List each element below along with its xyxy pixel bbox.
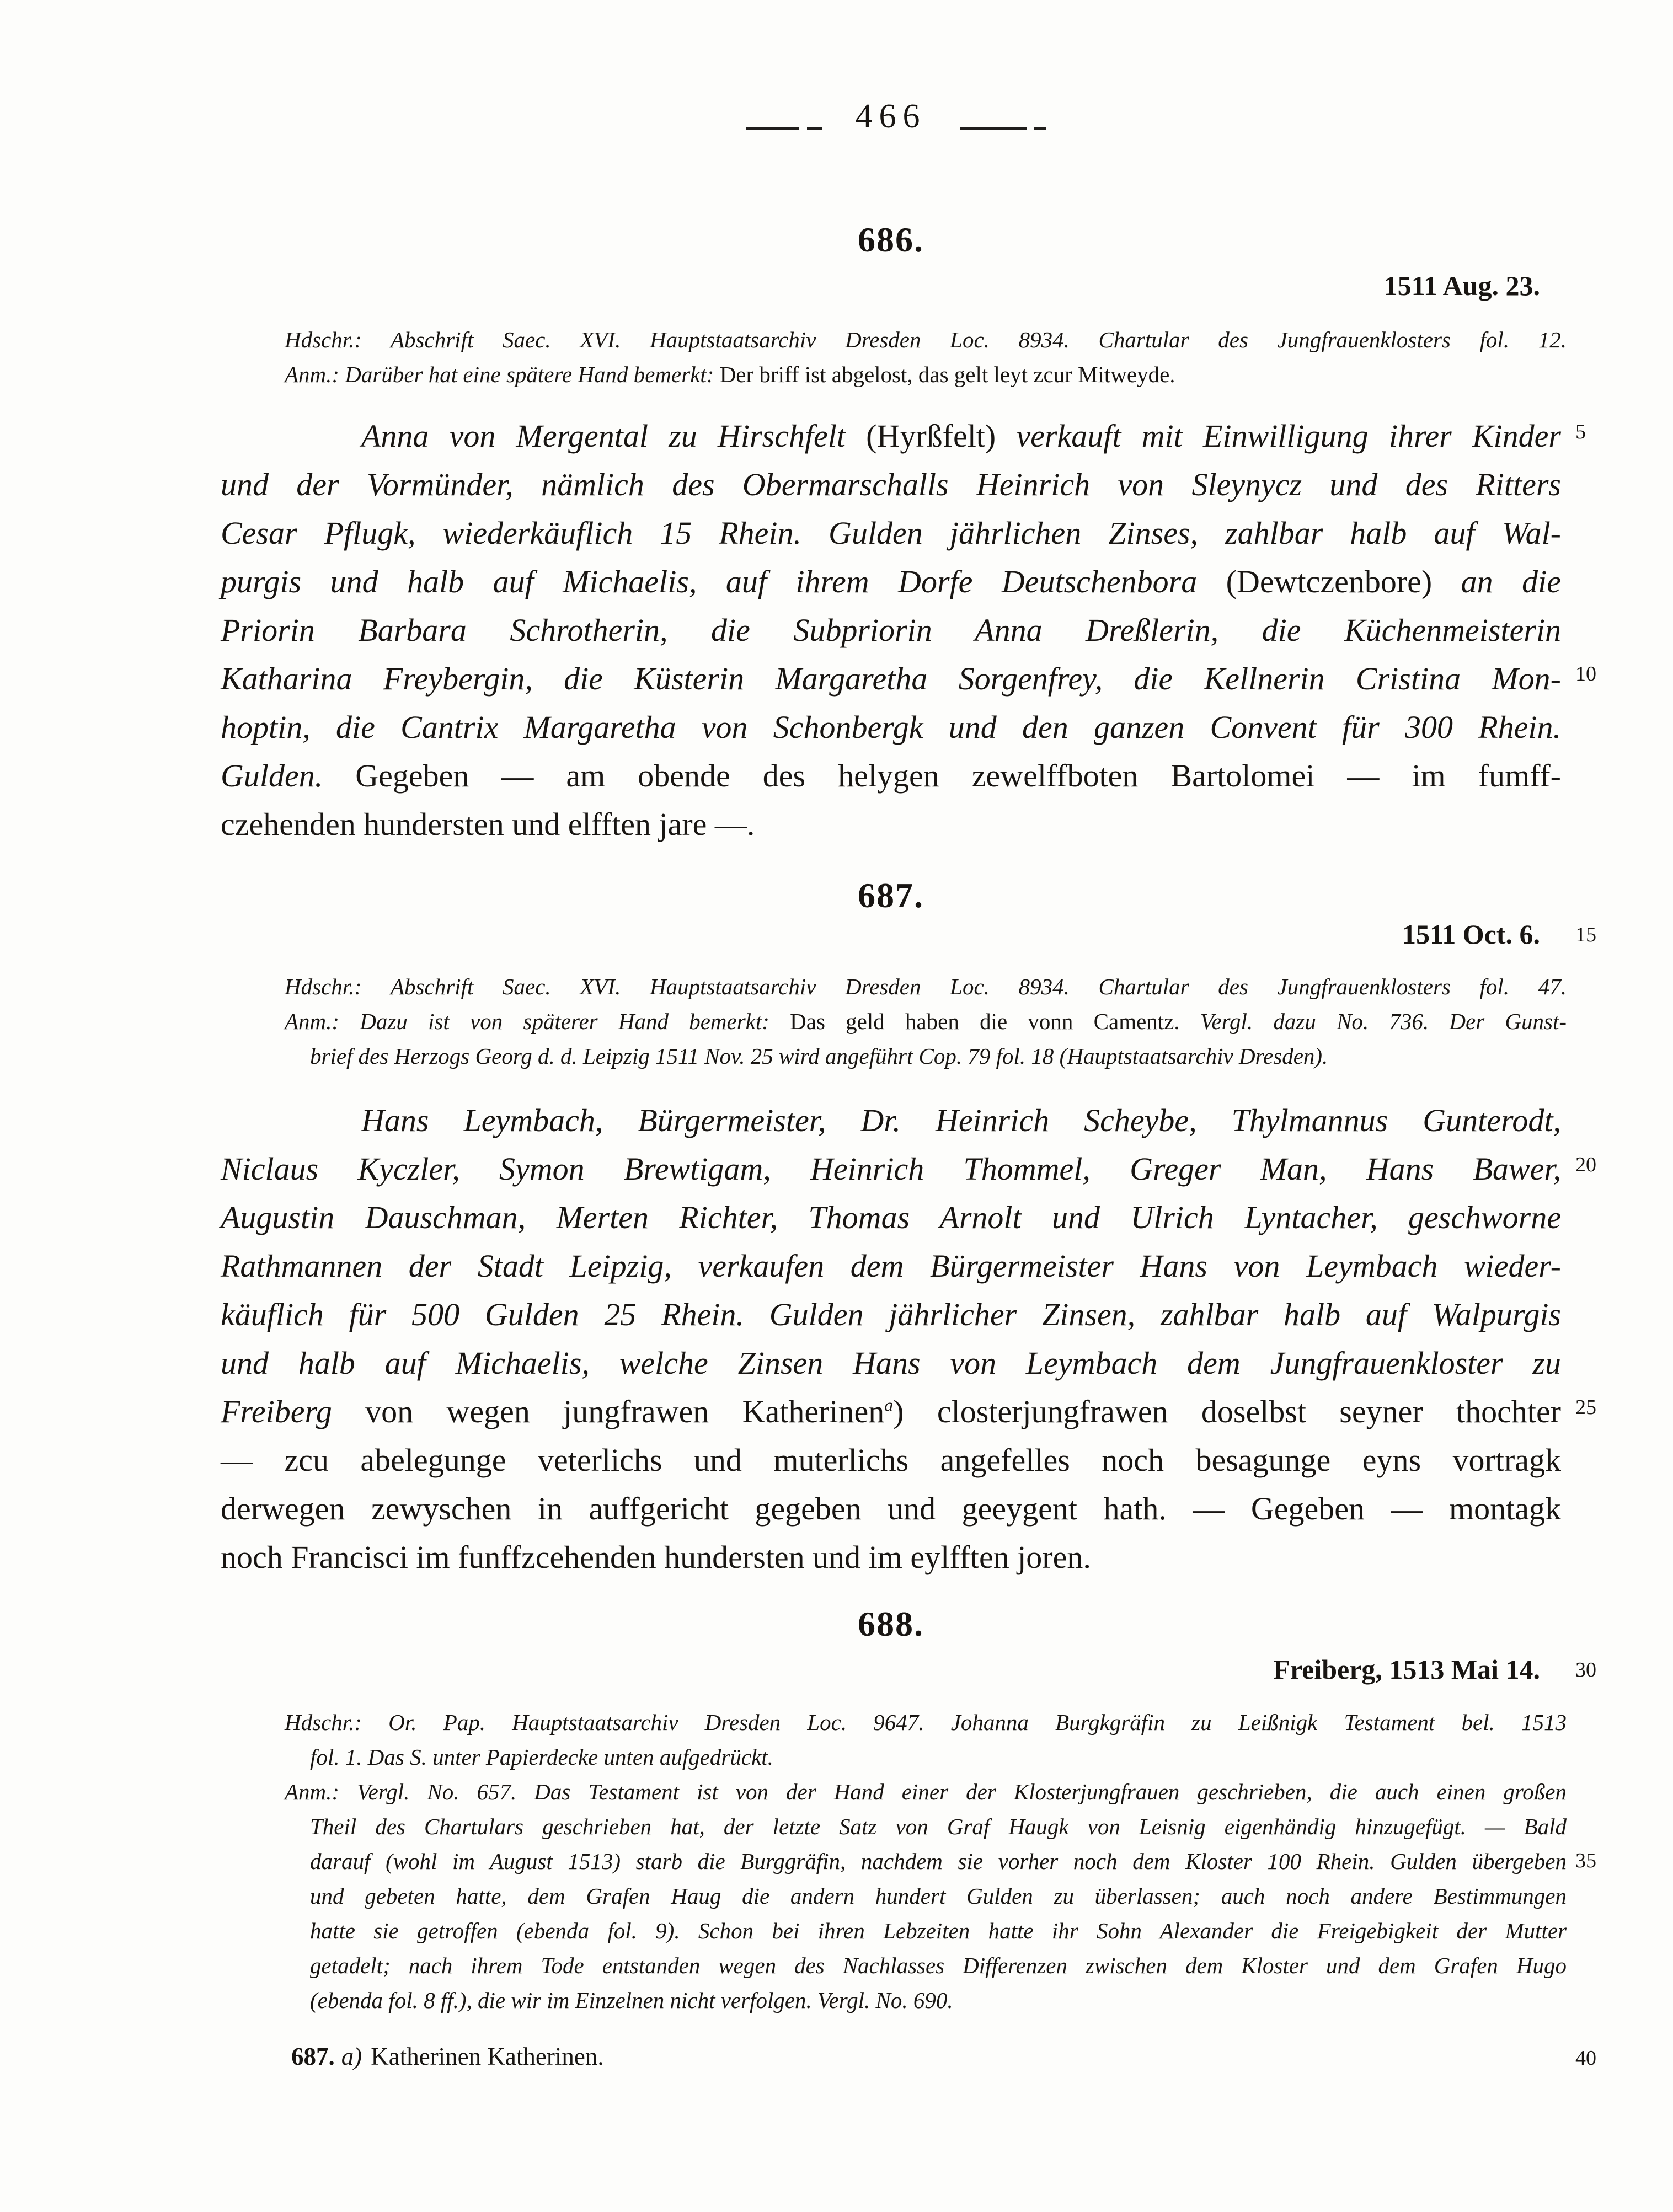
text-run: Anna von Mergental zu Hirschfelt [361, 418, 867, 454]
source-line: Hdschr.: Abschrift Saec. XVI. Hauptstaatsarchiv Dresden Loc. 8934. Chartular des Jungfrauenklosters fol. 12. [285, 327, 1567, 352]
body-line: Hans Leymbach, Bürgermeister, Dr. Heinrich Scheybe, Thylmannus Gunterodt, [361, 1102, 1561, 1138]
margin-line-number: 15 [1575, 923, 1596, 946]
body-line: und der Vormünder, nämlich des Obermarschalls Heinrich von Sleynycz und des Ritters [221, 467, 1561, 502]
body-line [221, 752, 1561, 800]
body-line [221, 1388, 1561, 1436]
entry-688-source-block [285, 1705, 1567, 2018]
text-run: Vergl. dazu No. 736. Der Gunst- [1179, 1009, 1567, 1034]
text-run: ) closterjungfrawen doselbst seyner thochter [893, 1394, 1561, 1429]
text-run: Anm.: Dazu ist von späterer Hand bemerkt: [285, 1009, 790, 1034]
entry-687-body [221, 1096, 1561, 1582]
body-line: Katharina Freybergin, die Küsterin Margaretha Sorgenfrey, die Kellnerin Cristina Mon- [221, 661, 1561, 697]
margin-line-number: 5 [1575, 420, 1586, 443]
entry-687-number: 687. [858, 876, 924, 915]
text-run: Freiberg [221, 1394, 332, 1429]
entry-686-source-block [285, 323, 1567, 392]
body-line: hoptin, die Cantrix Margaretha von Schonbergk und den ganzen Convent für 300 Rhein. [221, 709, 1561, 745]
entry-686-date: 1511 Aug. 23. [1383, 270, 1540, 301]
body-line [221, 558, 1561, 606]
body-line: czehenden hundersten und elfften jare —. [221, 806, 755, 842]
header-rule-right-short [1034, 127, 1046, 130]
footnote-sigle: a) [341, 2043, 362, 2070]
body-line: käuflich für 500 Gulden 25 Rhein. Gulden jährlicher Zinsen, zahlbar halb auf Walpurgis [221, 1297, 1561, 1332]
text-run: Das geld haben die vonn Camentz. [790, 1009, 1180, 1034]
source-line: Hdschr.: Abschrift Saec. XVI. Hauptstaatsarchiv Dresden Loc. 8934. Chartular des Jungfrauenklosters fol. 47. [285, 974, 1567, 999]
body-line: Augustin Dauschman, Merten Richter, Thomas Arnolt und Ulrich Lyntacher, geschworne [221, 1199, 1561, 1235]
body-line: noch Francisci im funffzcehenden hundersten und im eylfften joren. [221, 1539, 1091, 1575]
body-line: Rathmannen der Stadt Leipzig, verkaufen dem Bürgermeister Hans von Leymbach wieder- [221, 1248, 1561, 1284]
margin-line-number: 10 [1575, 662, 1596, 685]
source-line: darauf (wohl im August 1513) starb die Burggräfin, nachdem sie vorher noch dem Kloster 100 Rhein. Gulden übergeben [310, 1849, 1567, 1874]
text-run: purgis und halb auf Michaelis, auf ihrem Dorfe Deutschenbora [221, 564, 1226, 599]
source-line: und gebeten hatte, dem Grafen Haug die andern hundert Gulden zu überlassen; auch noch andere Bestimmungen [310, 1883, 1567, 1909]
margin-line-number: 40 [1575, 2047, 1596, 2070]
body-line: Cesar Pflugk, wiederkäuflich 15 Rhein. Gulden jährlichen Zinses, zahlbar halb auf Wal- [221, 515, 1561, 551]
text-run: (Hyrßfelt) [866, 418, 996, 454]
text-run: Der briff ist abgelost, das gelt leyt zcur Mitweyde. [719, 362, 1175, 387]
margin-line-number: 35 [1575, 1849, 1596, 1872]
footnote-text: Katherinen Katherinen. [371, 2043, 604, 2070]
body-line: Priorin Barbara Schrotherin, die Subpriorin Anna Dreßlerin, die Küchenmeisterin [221, 612, 1561, 648]
source-line: getadelt; nach ihrem Tode entstanden wegen des Nachlasses Differenzen zwischen dem Kloster und dem Grafen Hugo [310, 1953, 1567, 1978]
source-line: brief des Herzogs Georg d. d. Leipzig 1511 Nov. 25 wird angeführt Cop. 79 fol. 18 (Hauptstaatsarchiv Dresden). [310, 1043, 1328, 1069]
source-line: (ebenda fol. 8 ff.), die wir im Einzelnen nicht verfolgen. Vergl. No. 690. [310, 1988, 953, 2013]
source-line: fol. 1. Das S. unter Papierdecke unten aufgedrückt. [310, 1744, 773, 1770]
margin-line-number: 20 [1575, 1153, 1596, 1176]
source-line [285, 1004, 1567, 1039]
entry-686-body [221, 412, 1561, 849]
text-run: verkauft mit Einwilligung ihrer Kinder [996, 418, 1561, 454]
apparatus-footnote [291, 2042, 604, 2071]
source-line [285, 357, 1567, 392]
margin-line-number: 25 [1575, 1396, 1596, 1419]
entry-687-date: 1511 Oct. 6. [1402, 919, 1540, 950]
body-line: — zcu abelegunge veterlichs und muterlichs angefelles noch besagunge eyns vortragk [221, 1442, 1561, 1478]
source-line: Anm.: Vergl. No. 657. Das Testament ist von der Hand einer der Klosterjungfrauen geschrieben, die auch einen großen [285, 1779, 1567, 1804]
header-rule-left [746, 127, 799, 130]
entry-688-number: 688. [858, 1604, 924, 1643]
entry-686-number: 686. [858, 220, 924, 259]
page-number: 466 [855, 98, 927, 135]
text-run: an die [1432, 564, 1561, 599]
body-line [221, 412, 1561, 460]
text-run: Gulden. [221, 758, 323, 794]
footnote-entry-ref: 687. [291, 2043, 335, 2070]
source-line: Hdschr.: Or. Pap. Hauptstaatsarchiv Dresden Loc. 9647. Johanna Burgkgräfin zu Leißnigk Testament bel. 1513 [285, 1710, 1567, 1735]
body-line: und halb auf Michaelis, welche Zinsen Hans von Leymbach dem Jungfrauenkloster zu [221, 1345, 1561, 1381]
source-line: Theil des Chartulars geschrieben hat, der letzte Satz von Graf Haugk von Leisnig eigenhändig hinzugefügt. — Bald [310, 1814, 1567, 1839]
entry-687-source-block [285, 970, 1567, 1074]
body-line: Niclaus Kyczler, Symon Brewtigam, Heinrich Thommel, Greger Man, Hans Bawer, [221, 1151, 1561, 1187]
entry-688-date: Freiberg, 1513 Mai 14. [1273, 1654, 1540, 1685]
text-run: (Dewtczenbore) [1226, 564, 1433, 599]
header-rule-left-short [807, 127, 822, 130]
footnote-marker: a [884, 1395, 894, 1415]
source-line: hatte sie getroffen (ebenda fol. 9). Schon bei ihren Lebzeiten hatte ihr Sohn Alexander die Freigebigkeit der Mutter [310, 1918, 1567, 1943]
text-run: Gegeben — am obende des helygen zewelffboten Bartolomei — im fumff- [323, 758, 1561, 794]
body-line: derwegen zewyschen in auffgericht gegeben und geeygent hath. — Gegeben — montagk [221, 1491, 1561, 1527]
margin-line-number: 30 [1575, 1658, 1596, 1681]
header-rule-right [960, 127, 1027, 130]
text-run: Anm.: Darüber hat eine spätere Hand bemerkt: [285, 362, 720, 387]
text-run: von wegen jungfrawen Katherinen [332, 1394, 885, 1429]
